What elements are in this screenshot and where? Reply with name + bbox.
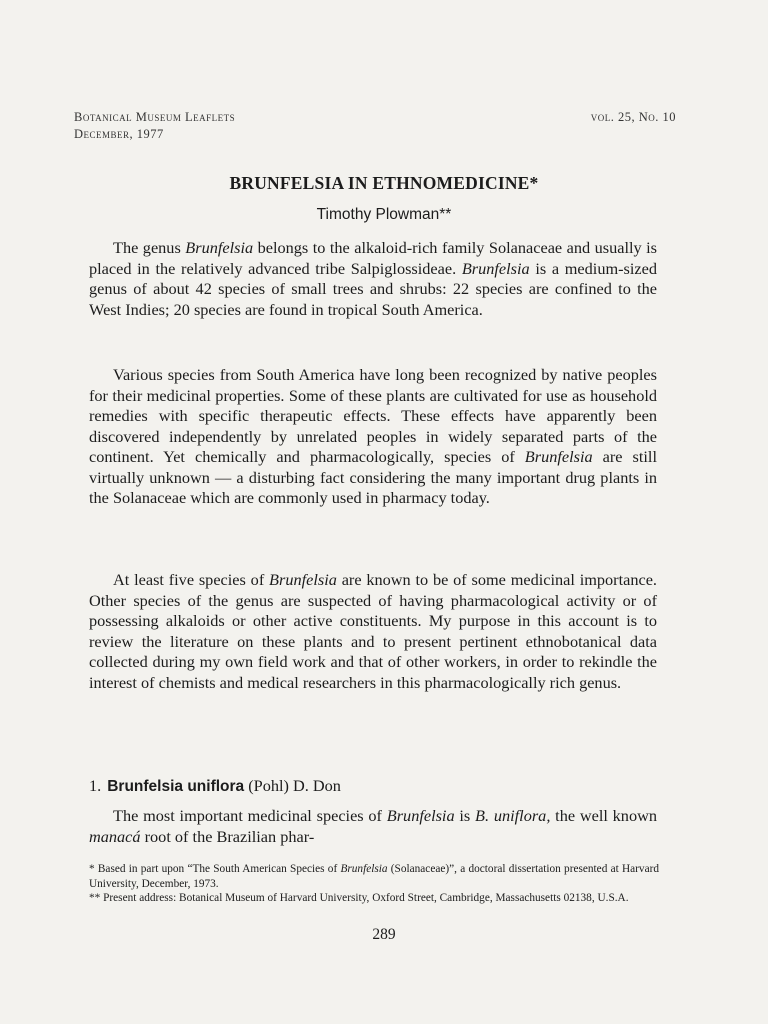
text: The most important medicinal species of (113, 806, 387, 825)
article-title: BRUNFELSIA IN ETHNOMEDICINE* (229, 173, 539, 193)
paragraph-3 (89, 570, 657, 693)
issue-date: December, 1977 (74, 127, 164, 141)
text: Various species from South America have long been recognized by native peoples for their medicinal properties. Some of these plants are cultivated for use as household remedies with specific therapeutic effects. These effects have apparently been discovered independently by unrelated peoples in widely separated parts of the continent. Yet chemically and pharmacologically, species of (89, 365, 657, 466)
text: are known to be of some medicinal importance. Other species of the genus are suspected of having pharmacological activity or of possessing alkaloids or other active constituents. My purpose in this account is to review the literature on these plants and to present pertinent ethnobotanical data collected during my own field work and that of other workers, in order to rekindle the interest of chemists and medical researchers in this pharmacologically rich genus. (89, 570, 658, 692)
text: is a medium-sized genus of about 42 species of small trees and shrubs: 22 species are confined to the West Indies; 20 species are found in tropical South America. (89, 258, 658, 319)
text: (Solanaceae)”, a doctoral dissertation presented at Harvard University, December, 1973. (89, 863, 660, 890)
footnote-1 (89, 862, 659, 891)
genus-name: Brunfelsia (340, 863, 388, 875)
text: The genus (113, 238, 186, 257)
section-heading (89, 776, 657, 798)
text: root of the Brazilian phar- (140, 826, 315, 846)
paragraph-1 (89, 238, 657, 320)
text: belongs to the alkaloid-rich family Solanaceae and usually is placed in the relatively advanced tribe Salpiglossideae. (89, 238, 658, 278)
text: the well known (550, 806, 657, 825)
text: At least five species of (113, 570, 270, 589)
genus-name: Brunfelsia (386, 806, 455, 825)
species-name: B. uniflora, (475, 806, 551, 825)
footnote-2 (89, 891, 659, 906)
paragraph-2 (89, 365, 657, 509)
common-name: manacá (89, 826, 141, 846)
genus-name: Brunfelsia (185, 238, 254, 257)
text: * Based in part upon “The South American Species of (89, 863, 341, 875)
journal-name: Botanical Museum Leaflets (74, 110, 236, 124)
article-author: Timothy Plowman** (316, 206, 452, 223)
genus-name: Brunfelsia (269, 570, 337, 589)
genus-name: Brunfelsia (461, 258, 530, 278)
volume-number: vol. 25, No. 10 (590, 110, 676, 124)
text: are still virtually unknown — a disturbing fact considering the many important drug plants in the Solanaceae which are commonly used in pharmacy today. (89, 447, 657, 507)
genus-name: Brunfelsia (524, 447, 593, 466)
text: is (454, 806, 476, 825)
species-name: Brunfelsia uniflora (107, 778, 245, 795)
page-number: 289 (372, 926, 396, 943)
footnote-2-text: ** Present address: Botanical Museum of Harvard University, Oxford Street, Cambridge, Massachusetts 02138, U.S.A. (89, 892, 629, 904)
species-authority: (Pohl) D. Don (244, 776, 341, 795)
paragraph-4 (89, 806, 657, 847)
section-number: 1. (89, 776, 102, 795)
